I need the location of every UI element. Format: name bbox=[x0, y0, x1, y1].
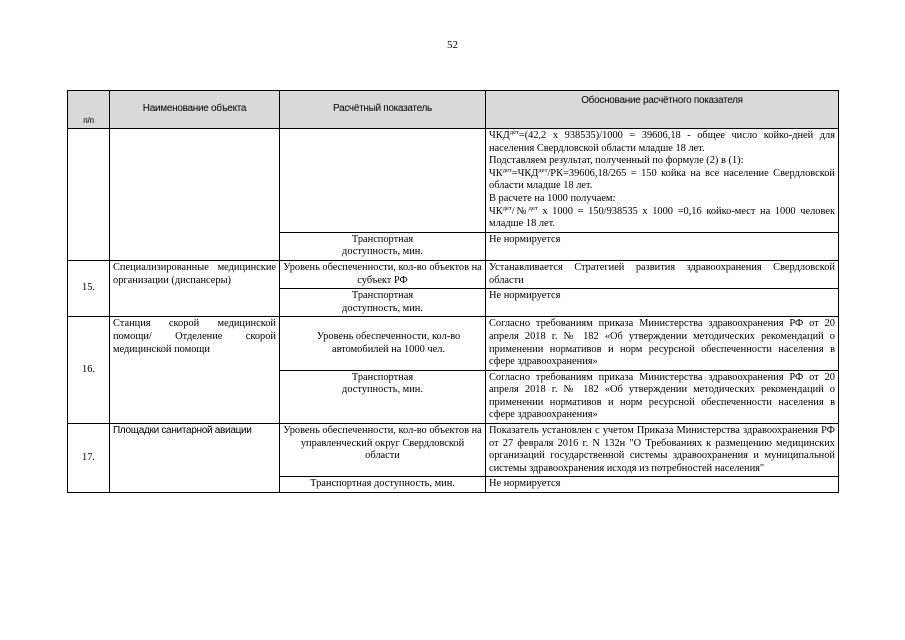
calculation-block bbox=[486, 129, 839, 233]
row-indicator bbox=[280, 129, 486, 233]
calc-line: $ЧКД^{дет}=(42,2$ х 938535)/1000 = 39606,18 - общее число койко-дней для населения Свердловской области младше 18 лет. bbox=[489, 129, 835, 154]
calc-line: Подставляем результат, полученный по формуле (2) в (1): bbox=[489, 155, 744, 167]
header-row bbox=[68, 91, 839, 129]
row-indicator: Транспортная доступность, мин. bbox=[280, 477, 486, 493]
table-row bbox=[68, 260, 839, 288]
row-num: 17. bbox=[68, 424, 110, 493]
header-indicator: Расчётный показатель bbox=[280, 91, 486, 129]
row-indicator: Транспортная доступность, мин. bbox=[280, 370, 486, 423]
row-indicator: Транспортная доступность, мин. bbox=[280, 289, 486, 317]
row-num bbox=[68, 129, 110, 261]
row-justification: Не нормируется bbox=[486, 232, 839, 260]
calc-line: В расчете на 1000 получаем: bbox=[489, 192, 616, 204]
header-justification: Обоснование расчётного показателя bbox=[486, 91, 839, 129]
row-name: Специализированные медицинские организации (диспансеры) bbox=[110, 260, 280, 316]
row-name bbox=[110, 129, 280, 261]
row-name: Площадки санитарной авиации bbox=[110, 424, 280, 493]
row-indicator: Уровень обеспеченности, кол-во объектов на управленческий округ Свердловской области bbox=[280, 424, 486, 477]
table-row bbox=[68, 424, 839, 477]
row-justification: Не нормируется bbox=[486, 289, 839, 317]
row-name: Станция скорой медицинской помощи/ Отделение скорой медицинской помощи bbox=[110, 317, 280, 424]
row-justification: Согласно требованиям приказа Министерства здравоохранения РФ от 20 апреля 2018 г. № 182 «Об утверждении методических рекомендаций о применении нормативов и норм ресурсной обеспеченности населения в сфере здравоохранения» bbox=[486, 317, 839, 370]
page-number: 52 bbox=[447, 39, 458, 51]
row-justification: Показатель установлен с учетом Приказа Министерства здравоохранения РФ от 27 февраля 2016 г. N 132н "О Требованиях к размещению медицинских организаций государственной системы здравоохранения и муниципальной системы здравоохранения исходя из потребностей населения" bbox=[486, 424, 839, 477]
row-indicator: Уровень обеспеченности, кол-во объектов на субъект РФ bbox=[280, 260, 486, 288]
calc-line: $ЧК^{дет}=ЧКД^{дет}/РК=39606,18/265 = 150$ койка на все население Свердловской области младше 18 лет. bbox=[489, 166, 835, 192]
row-indicator: Транспортная доступность, мин. bbox=[280, 232, 486, 260]
header-num: п/п bbox=[68, 91, 110, 129]
header-name: Наименование объекта bbox=[110, 91, 280, 129]
calc-line: $ЧК^{дет}/№^{дет}$ х 1000 = 150/938535 х 1000 =0,16 койко-мест на 1000 человек младше 18 лет. bbox=[489, 204, 835, 230]
row-num: 16. bbox=[68, 317, 110, 424]
row-num: 15. bbox=[68, 260, 110, 316]
row-justification: Устанавливается Стратегией развития здравоохранения Свердловской области bbox=[486, 260, 839, 288]
table-row bbox=[68, 317, 839, 370]
objects-table bbox=[67, 90, 839, 493]
row-indicator: Уровень обеспеченности, кол-во автомобилей на 1000 чел. bbox=[280, 317, 486, 370]
row-justification: Не нормируется bbox=[486, 477, 839, 493]
table-row bbox=[68, 129, 839, 233]
row-justification: Согласно требованиям приказа Министерства здравоохранения РФ от 20 апреля 2018 г. № 182 «Об утверждении методических рекомендаций о применении нормативов и норм ресурсной обеспеченности населения в сфере здравоохранения» bbox=[486, 370, 839, 423]
